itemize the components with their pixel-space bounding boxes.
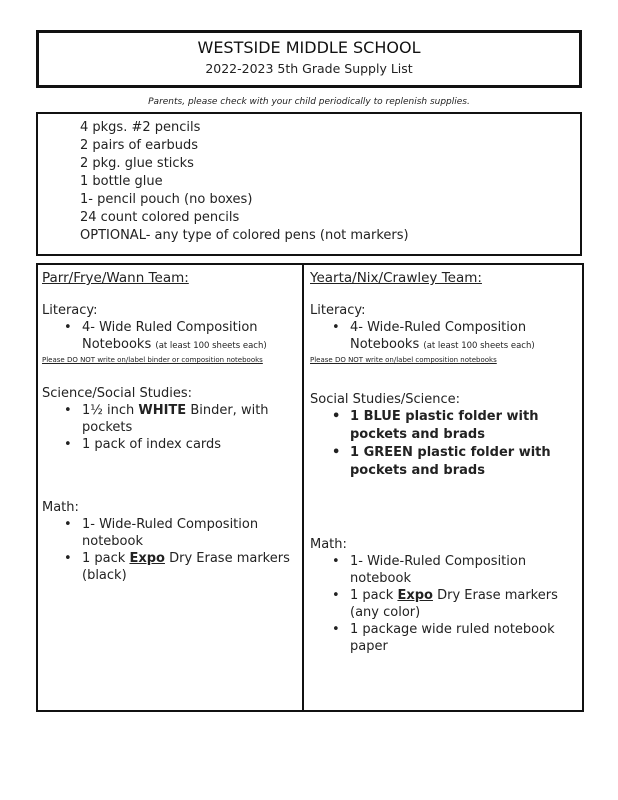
- list-item: • 1 GREEN plastic folder with pockets and brads: [332, 444, 582, 480]
- list-item: • 1 pack of index cards: [64, 436, 300, 453]
- section-title: Math:: [310, 537, 347, 552]
- list-item: • 1- Wide-Ruled Composition notebook: [332, 553, 582, 587]
- item-note: (at least 100 sheets each): [155, 341, 267, 351]
- item-note: (at least 100 sheets each): [423, 341, 535, 351]
- left-team-column: [42, 270, 300, 584]
- item-emphasis: Expo: [397, 588, 433, 603]
- section-title: Science/Social Studies:: [42, 386, 193, 401]
- parent-note: Parents, please check with your child periodically to replenish supplies.: [148, 97, 470, 107]
- supply-item: 2 pairs of earbuds: [80, 138, 198, 153]
- item-text: 4- Wide-Ruled Composition Notebooks: [350, 320, 527, 352]
- list-item: [64, 319, 300, 355]
- team-heading: Yearta/Nix/Crawley Team:: [310, 270, 482, 286]
- school-title: WESTSIDE MIDDLE SCHOOL: [197, 38, 421, 57]
- supply-item: 1 bottle glue: [80, 174, 163, 189]
- list-subtitle: 2022-2023 5th Grade Supply List: [205, 61, 413, 76]
- section-title: Social Studies/Science:: [310, 392, 461, 407]
- warning-note: Please DO NOT write on/label binder or composition notebooks: [42, 356, 263, 364]
- warning-note: Please DO NOT write on/label composition notebooks: [310, 356, 497, 364]
- item-emphasis: WHITE: [138, 403, 187, 418]
- section-title: Literacy:: [310, 303, 366, 318]
- supply-item: 2 pkg. glue sticks: [80, 156, 194, 171]
- section-title: Math:: [42, 500, 79, 515]
- supply-item: 1- pencil pouch (no boxes): [80, 192, 253, 207]
- list-item: • 1 BLUE plastic folder with pockets and brads: [332, 408, 582, 444]
- list-item: • 1- Wide-Ruled Composition notebook: [64, 516, 300, 550]
- list-item: [64, 402, 300, 436]
- supply-item: 24 count colored pencils: [80, 210, 240, 225]
- item-text: 4- Wide Ruled Composition Notebooks: [82, 320, 258, 352]
- column-divider: [302, 263, 304, 712]
- general-supplies: [36, 112, 582, 256]
- list-item: [332, 319, 582, 355]
- item-text: Dry Erase markers (any color): [350, 588, 558, 620]
- item-text: Dry Erase markers (black): [82, 551, 290, 583]
- list-item: • 1 package wide ruled notebook paper: [332, 621, 582, 655]
- item-text: 1½ inch: [82, 403, 139, 418]
- item-text: 1 pack: [82, 551, 130, 566]
- list-item: [332, 587, 582, 621]
- supply-item: 4 pkgs. #2 pencils: [80, 120, 201, 135]
- item-text: 1 pack: [350, 588, 398, 603]
- header-box: [36, 30, 582, 88]
- team-heading: Parr/Frye/Wann Team:: [42, 270, 189, 286]
- right-team-column: [310, 270, 582, 655]
- section-title: Literacy:: [42, 303, 98, 318]
- supply-item: OPTIONAL- any type of colored pens (not markers): [80, 228, 409, 243]
- list-item: [64, 550, 300, 584]
- item-emphasis: Expo: [129, 551, 165, 566]
- item-text: Binder, with pockets: [82, 403, 269, 435]
